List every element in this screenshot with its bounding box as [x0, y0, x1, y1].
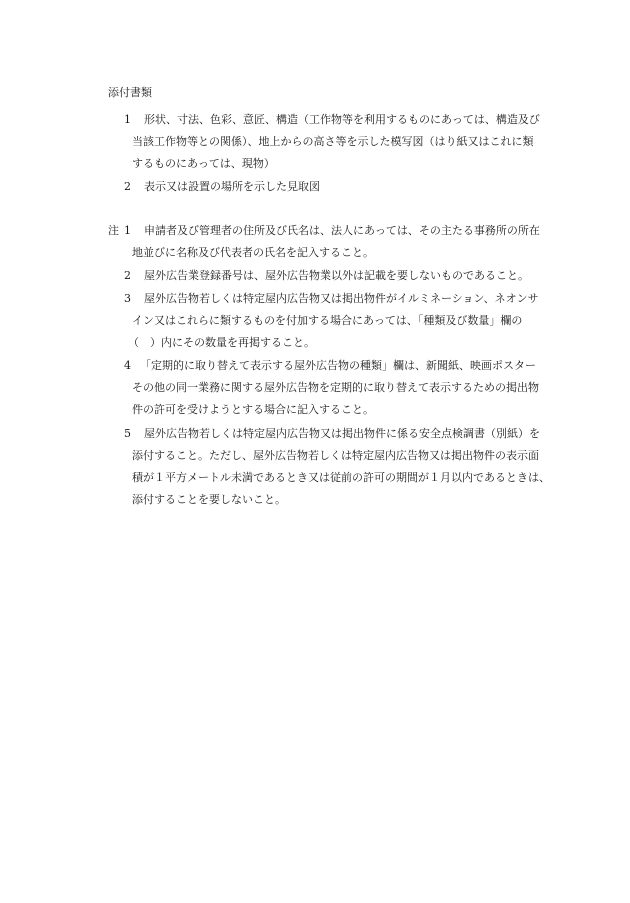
note-line: （ ）内にその数量を再掲すること。 [128, 336, 315, 349]
note-line: 「定期的に取り替えて表示する屋外広告物の種類」欄は、新聞紙、映画ポスター [140, 359, 536, 372]
attachment-line: 当該工作物等との関係）、地上からの高さ等を示した模写図（はり紙又はこれに類 [132, 135, 534, 148]
note-line: 屋外広告業登録番号は、屋外広告物業以外は記載を要しないものであること。 [144, 269, 529, 282]
note-line: 屋外広告物若しくは特定屋内広告物又は掲出物件がイルミネーション、ネオンサ [144, 292, 539, 305]
note-number: 4 [124, 359, 131, 372]
note-line: イン又はこれらに類するものを付加する場合にあっては、「種類及び数量」欄の [132, 314, 523, 327]
note-line: 地並びに名称及び代表者の氏名を記入すること。 [132, 246, 374, 259]
attachment-line: するものにあっては、現物） [132, 157, 275, 170]
attachment-line: 形状、寸法、色彩、意匠、構造（工作物等を利用するものにあっては、構造及び [144, 113, 540, 126]
note-number: 1 [124, 224, 131, 237]
note-line: 積が１平方メートル未満であるとき又は従前の許可の期間が１月以内であるときは、 [132, 471, 550, 484]
note-line: 件の許可を受けようとする場合に記入すること。 [132, 403, 374, 416]
note-number: 5 [124, 427, 131, 440]
note-line: 屋外広告物若しくは特定屋内広告物又は掲出物件に係る安全点検調書（別紙）を [144, 427, 540, 440]
note-line: 申請者及び管理者の住所及び氏名は、法人にあっては、その主たる事務所の所在 [144, 224, 540, 237]
note-line: 添付することを要しないこと。 [132, 493, 286, 506]
notes-label: 注 [108, 224, 119, 237]
attachment-number: 2 [124, 180, 131, 193]
note-line: その他の同一業務に関する屋外広告物を定期的に取り替えて表示するための掲出物 [132, 381, 539, 394]
note-number: 2 [124, 269, 131, 282]
attachments-heading: 添付書類 [108, 86, 152, 99]
attachment-number: 1 [124, 113, 131, 126]
note-number: 3 [124, 292, 131, 305]
attachment-line: 表示又は設置の場所を示した見取図 [144, 180, 320, 193]
note-line: 添付すること。ただし、屋外広告物若しくは特定屋内広告物又は掲出物件の表示面 [132, 449, 539, 462]
